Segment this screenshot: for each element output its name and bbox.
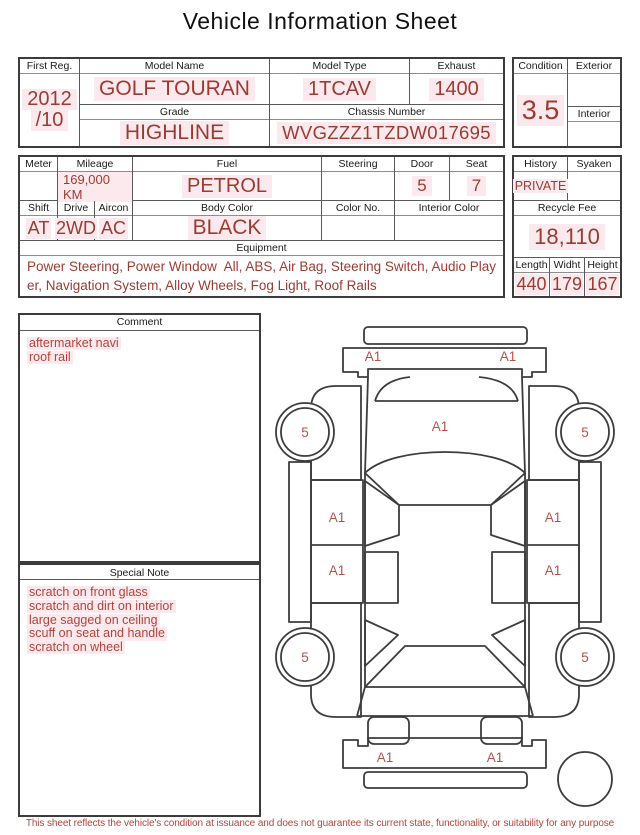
mileage-label: Mileage	[58, 157, 132, 172]
model-name-cell	[80, 59, 270, 104]
height-label: Height	[585, 258, 620, 273]
recycle-fee-label: Recycle Fee	[514, 201, 620, 216]
mileage-cell	[58, 157, 133, 200]
mark-rear-bumper-right: A1	[486, 750, 504, 765]
length-label: Length	[515, 259, 548, 271]
width-cell	[550, 258, 585, 296]
car-rear-bumper	[343, 738, 546, 768]
history-dimensions-table	[512, 155, 622, 298]
syaken-cell	[568, 157, 620, 200]
history-cell	[514, 157, 568, 200]
fuel-cell	[133, 157, 322, 200]
width-value: 179	[551, 274, 583, 294]
exterior-label: Exterior	[568, 59, 620, 74]
car-sill-right	[579, 462, 601, 622]
note-line: large sagged on ceiling	[29, 612, 158, 627]
condition-table	[512, 57, 622, 148]
car-window-front-right	[491, 481, 525, 546]
door-cell	[395, 157, 450, 200]
interior-color-value	[395, 216, 503, 240]
car-doors-left	[311, 480, 363, 603]
history-value: PRIVATE	[514, 179, 567, 193]
seat-value: 7	[450, 172, 503, 200]
note-line: scuff on seat and handle	[29, 626, 165, 641]
mark-door-rear-left: A1	[328, 563, 346, 578]
mark-door-front-right: A1	[544, 510, 562, 525]
fuel-label: Fuel	[133, 157, 321, 172]
car-rear-bottom-bar	[364, 772, 527, 788]
syaken-label: Syaken	[568, 157, 620, 172]
color-no-cell	[322, 201, 395, 240]
door-value: 5	[395, 172, 449, 200]
meter-cell	[20, 157, 58, 200]
note-line: scratch and dirt on interior	[29, 598, 174, 613]
drive-cell	[58, 201, 95, 240]
note-line: scratch on front glass	[29, 585, 148, 599]
drive-value: 2WD	[56, 217, 96, 238]
model-type-cell	[270, 59, 410, 104]
comment-box	[18, 313, 261, 563]
first-reg-month: /10	[31, 110, 69, 131]
car-condition-diagram	[272, 315, 640, 808]
note-line: aftermarket navi	[29, 336, 119, 350]
mark-wheel-rear-left: 5	[301, 650, 309, 665]
spare-tire	[558, 752, 612, 806]
steering-cell	[322, 157, 395, 200]
height-value: 167	[587, 274, 618, 294]
color-no-value	[322, 216, 394, 240]
shift-cell	[20, 201, 58, 240]
condition-value: 3.5	[514, 74, 567, 146]
exhaust-value: 1400	[410, 74, 503, 104]
aircon-label: Aircon	[95, 201, 132, 216]
exhaust-label: Exhaust	[410, 59, 503, 74]
car-window-rear-left	[365, 552, 398, 603]
body-color-label: Body Color	[133, 201, 321, 216]
history-label: History	[514, 157, 567, 172]
first-reg-year: 2012	[22, 89, 77, 110]
aircon-cell	[95, 201, 133, 240]
mark-door-rear-right: A1	[544, 563, 562, 578]
chassis-cell	[270, 105, 503, 146]
car-taillight-right	[481, 717, 522, 744]
mark-door-front-left: A1	[328, 510, 346, 525]
mark-wheel-rear-right: 5	[581, 650, 589, 665]
meter-label: Meter	[20, 157, 57, 172]
mark-hood: A1	[431, 419, 449, 434]
vehicle-details-table	[18, 155, 505, 298]
shift-value: AT	[27, 217, 50, 238]
note-line: roof rail	[29, 349, 71, 364]
drive-label: Drive	[58, 201, 94, 216]
mileage-value: 169,000 KM	[58, 172, 132, 202]
length-cell	[514, 258, 550, 296]
shift-label: Shift	[20, 201, 57, 216]
interior-value	[568, 122, 620, 146]
steering-value	[322, 172, 394, 200]
body-color-cell	[133, 201, 322, 240]
model-name-value: GOLF TOURAN	[80, 74, 269, 104]
car-window-front-left	[365, 481, 399, 546]
special-note-label: Special Note	[20, 563, 259, 580]
mark-wheel-front-right: 5	[581, 425, 589, 440]
equipment-value: Power Steering, Power Window All, ABS, Air Bag, Steering Switch, Audio Player, Navigation System, Alloy Wheels, Fog Light, Roof Rails	[27, 259, 496, 293]
car-front-top-bar	[364, 327, 527, 344]
car-windshield-corner-left	[375, 377, 410, 401]
car-sill-left	[289, 462, 311, 622]
height-cell	[585, 258, 620, 296]
model-name-label: Model Name	[80, 59, 269, 74]
car-window-rear-right	[492, 552, 525, 603]
condition-label: Condition	[514, 59, 567, 74]
special-note-box	[18, 563, 261, 817]
car-taillight-left	[368, 717, 409, 744]
chassis-number-label: Chassis Number	[270, 105, 503, 120]
grade-cell	[80, 105, 270, 146]
first-reg-label: First Reg.	[20, 59, 79, 74]
car-windshield-corner-right	[479, 377, 518, 401]
exterior-value	[568, 74, 620, 107]
steering-label: Steering	[322, 157, 394, 172]
meter-value	[20, 172, 57, 200]
recycle-fee-cell	[514, 201, 620, 258]
note-line: scratch on wheel	[29, 640, 123, 654]
length-value: 440	[516, 274, 547, 294]
mark-wheel-front-left: 5	[301, 425, 309, 440]
comment-content	[20, 331, 259, 371]
grade-label: Grade	[80, 105, 269, 120]
comment-label: Comment	[20, 315, 259, 331]
aircon-value: AC	[100, 217, 126, 238]
condition-cell	[514, 59, 568, 146]
vehicle-identity-table	[18, 57, 505, 148]
equipment-cell	[20, 241, 503, 298]
mark-front-bumper-left: A1	[364, 349, 382, 364]
recycle-fee-value: 18,110	[514, 216, 620, 257]
mark-rear-bumper-left: A1	[376, 750, 394, 765]
color-no-label: Color No.	[322, 201, 394, 216]
body-color-value: BLACK	[133, 216, 321, 240]
interior-label: Interior	[568, 107, 620, 122]
page-title: Vehicle Information Sheet	[182, 8, 458, 34]
seat-label: Seat	[450, 157, 503, 172]
disclaimer-text: This sheet reflects the vehicle's condition at issuance and does not guarantee its current state, functionality, or suitability for any purpose	[25, 818, 615, 829]
interior-color-label: Interior Color	[395, 201, 503, 216]
interior-color-cell	[395, 201, 503, 240]
grade-value: HIGHLINE	[80, 120, 269, 146]
equipment-label: Equipment	[20, 241, 503, 256]
exhaust-cell	[410, 59, 503, 104]
car-doors-right	[527, 480, 579, 603]
chassis-number-value: WVGZZZ1TZDW017695	[270, 120, 503, 146]
syaken-value	[568, 172, 620, 200]
special-note-content	[20, 580, 259, 661]
width-label: Widht	[550, 258, 584, 273]
model-type-label: Model Type	[270, 59, 409, 74]
fuel-value: PETROL	[133, 172, 321, 200]
first-reg-cell	[20, 59, 80, 146]
first-reg-value	[20, 74, 79, 146]
model-type-value: 1TCAV	[270, 74, 409, 104]
mark-front-bumper-right: A1	[499, 349, 517, 364]
door-label: Door	[395, 157, 449, 172]
seat-cell	[450, 157, 503, 200]
car-rear-window	[365, 646, 525, 687]
